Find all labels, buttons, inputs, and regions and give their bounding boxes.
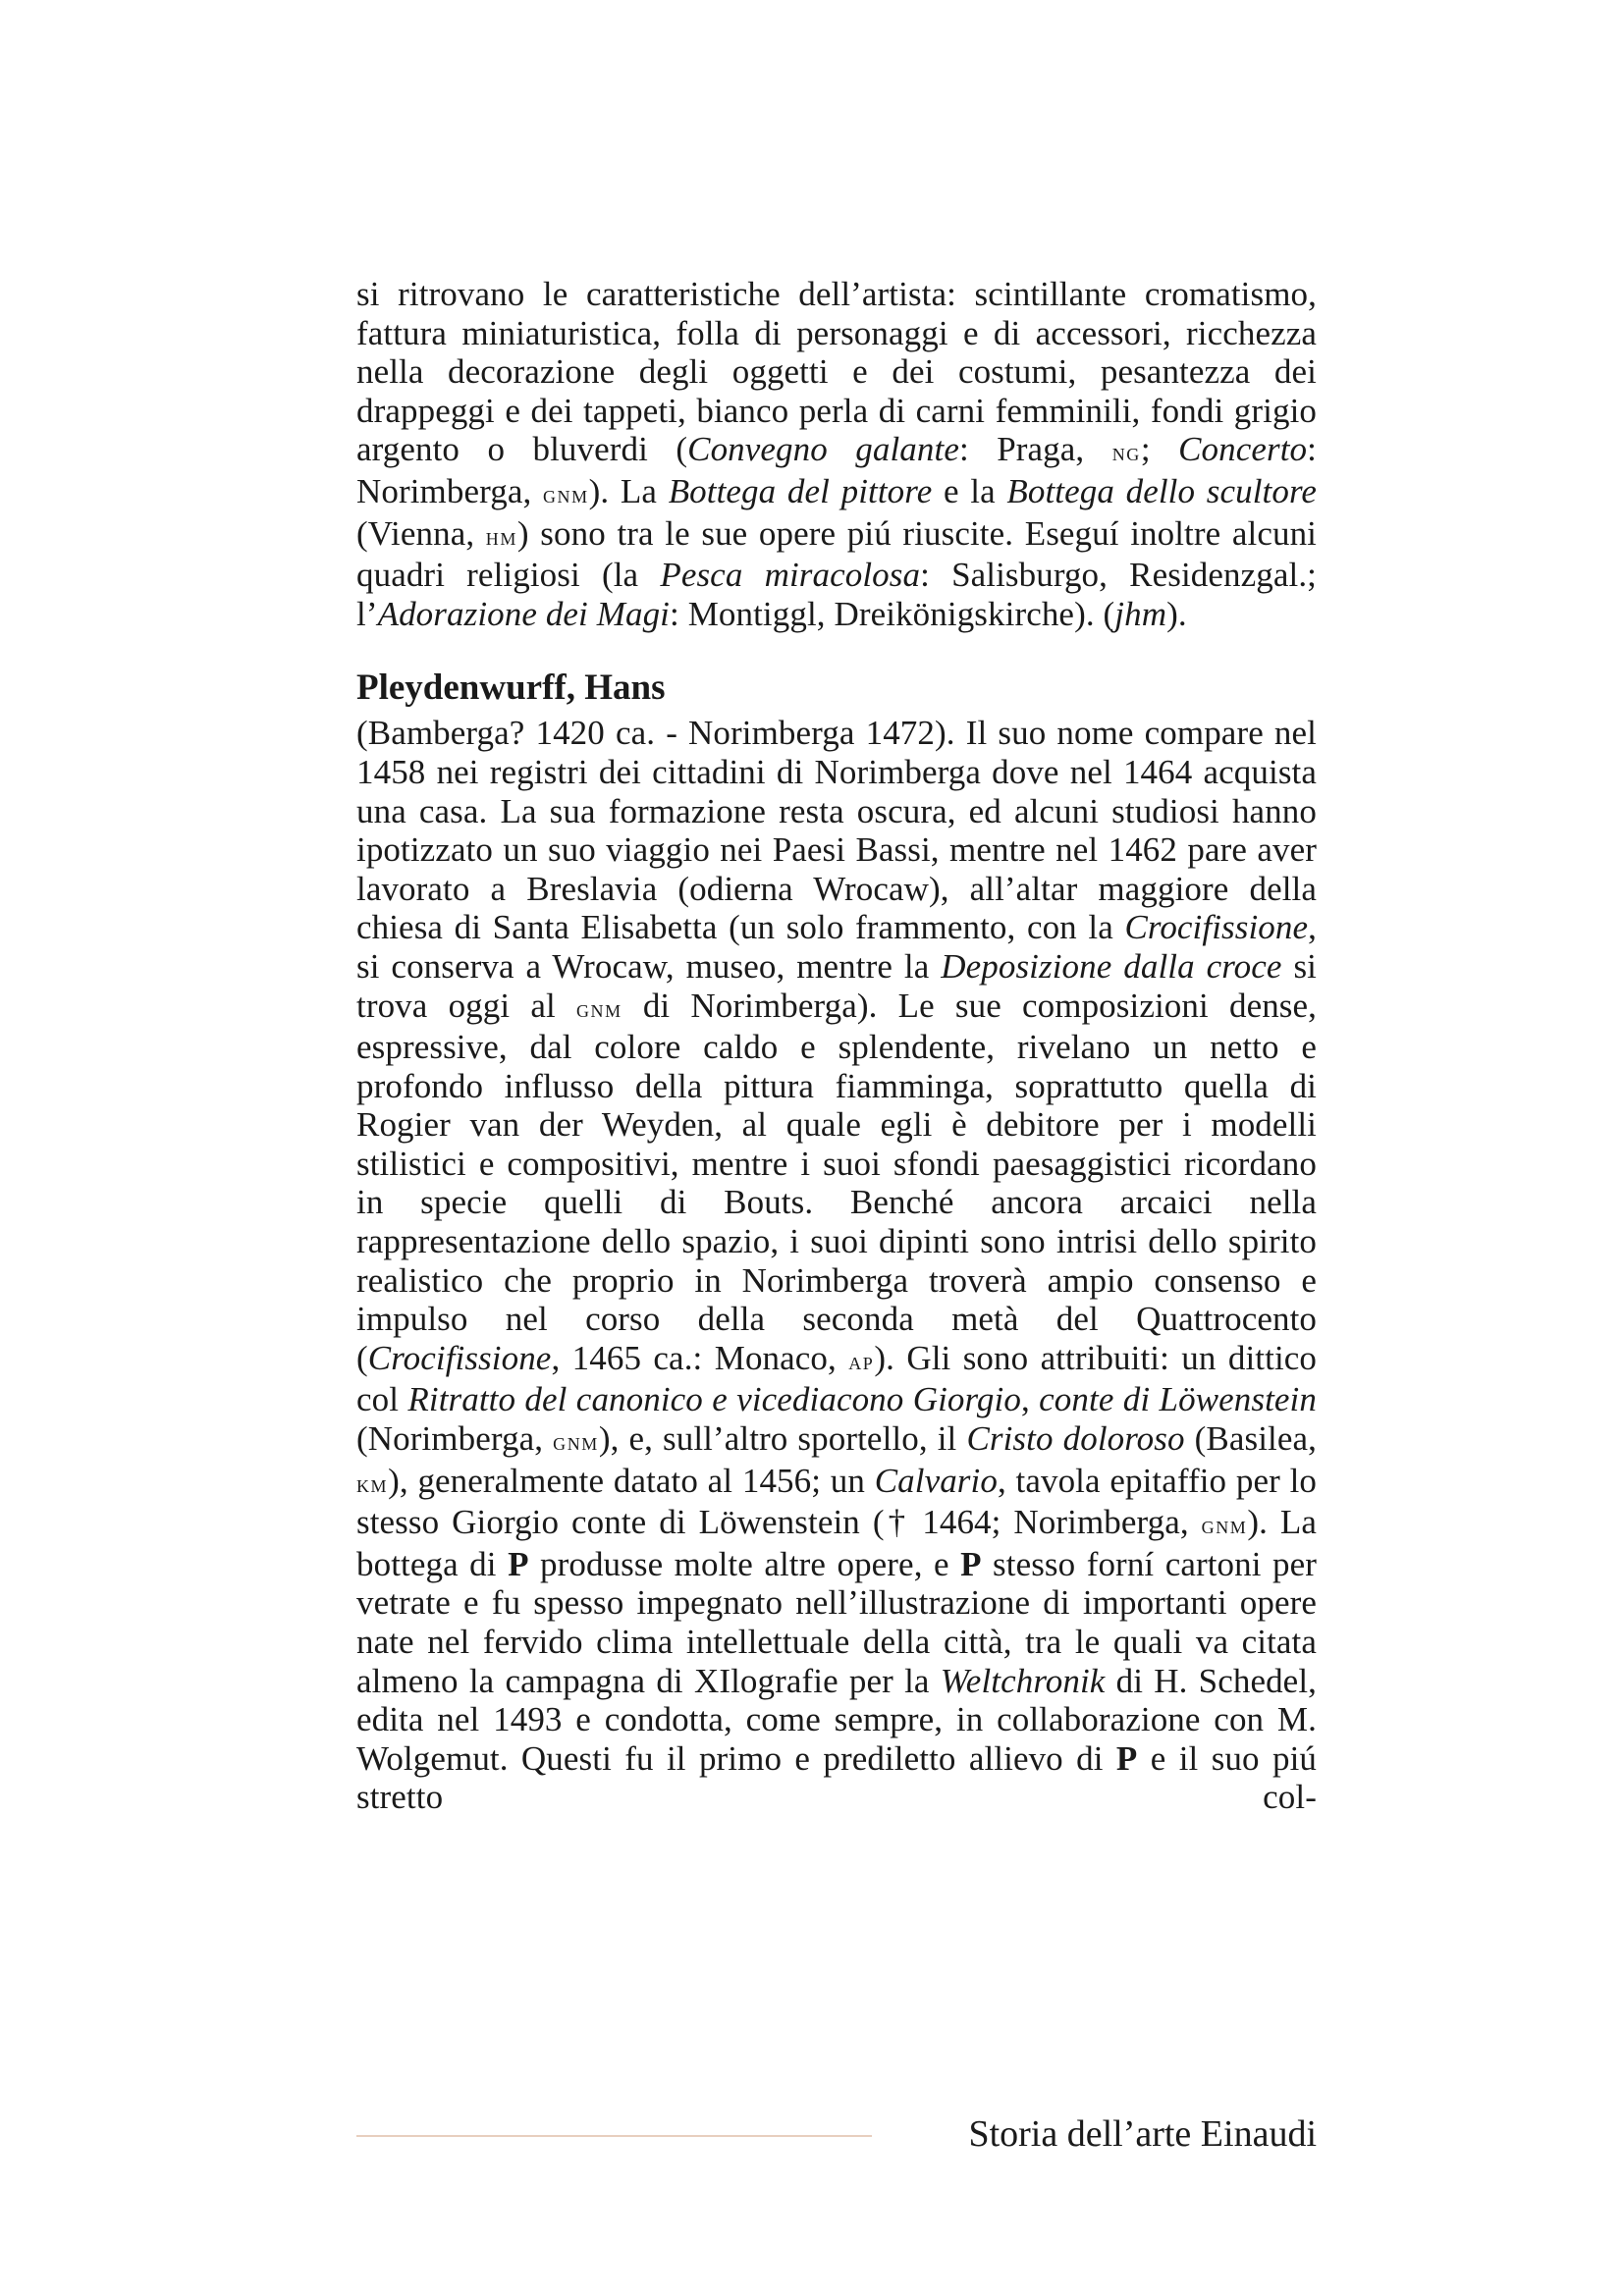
text-run: di Norimberga). Le sue composizioni dense, espressive, dal colore caldo e splendente, rivelano un netto e profondo influsso della pittura fiamminga, soprattutto quella di Rogier van der Weyden, al quale egli è debitore per i modelli stilistici e compositivi, mentre i suoi sfondi paesaggistici ricordano in specie quelli di Bouts. Benché ancora arcaici nella rappresentazione dello spazio, i suoi dipinti sono intrisi dello spirito realistico che proprio in Norimberga troverà ampio consenso e impulso nel corso della seconda metà del Quattrocento ( bbox=[356, 986, 1318, 1377]
artist-initial: P bbox=[1115, 1738, 1138, 1778]
artwork-title: Crocifissione bbox=[1124, 908, 1309, 947]
text-run: ), generalmente datato al 1456; un bbox=[388, 1461, 875, 1500]
text-run: ), e, sull’altro sportello, il bbox=[598, 1419, 967, 1459]
text-column bbox=[356, 275, 1317, 1817]
entry-paragraph bbox=[356, 714, 1317, 1817]
text-run: : Praga, bbox=[958, 430, 1112, 469]
artwork-title: Bottega del pittore bbox=[668, 471, 933, 510]
page-footer bbox=[356, 2110, 1317, 2160]
footer-rule bbox=[356, 2135, 872, 2137]
text-run: di H. Schedel, edita nel 1493 e condotta, come sempre, in collaborazione con M. Wolgemut. Questi fu il primo e prediletto allievo di bbox=[356, 1661, 1317, 1778]
text-run: : Norimberga, bbox=[356, 430, 1317, 510]
text-run: , 1465 ca.: Monaco, bbox=[551, 1338, 849, 1377]
artwork-title: Pesca miracolosa bbox=[660, 556, 921, 595]
text-run: si trova oggi al bbox=[356, 946, 1317, 1025]
museum-abbreviation: ap bbox=[848, 1346, 875, 1375]
artwork-title: Ritratto del canonico e vicediacono Giorgio bbox=[407, 1380, 1021, 1419]
intro-paragraph bbox=[356, 275, 1317, 633]
text-run: stesso forní cartoni per vetrate e fu spesso impegnato nell’illustrazione di importanti opere nate nel fervido clima intellettuale della città, tra le quali va citata almeno la campagna di XIlografie per la bbox=[356, 1544, 1318, 1700]
footer-publication-title: Storia dell’arte Einaudi bbox=[968, 2113, 1317, 2155]
artwork-title: Weltchronik bbox=[940, 1661, 1106, 1700]
museum-abbreviation: km bbox=[356, 1468, 389, 1498]
text-run: (Norimberga, bbox=[356, 1419, 554, 1459]
text-run: ). La bottega di bbox=[356, 1503, 1317, 1583]
text-run: : Salisburgo, Residenzgal.; l’ bbox=[356, 556, 1318, 633]
author-initials: jhm bbox=[1114, 594, 1167, 633]
text-run: ). bbox=[1166, 594, 1187, 633]
entry-heading: Pleydenwurff, Hans bbox=[356, 667, 666, 709]
text-run: : Montiggl, Dreikönigskirche). ( bbox=[670, 594, 1115, 633]
text-run: ). Gli sono attribuiti: un dittico col bbox=[356, 1338, 1318, 1419]
text-run: ) sono tra le sue opere piú riuscite. Eseguí inoltre alcuni quadri religiosi (la bbox=[356, 513, 1317, 595]
text-run: e la bbox=[932, 471, 1007, 510]
artwork-title: Calvario bbox=[874, 1461, 998, 1500]
museum-abbreviation: ng bbox=[1111, 438, 1141, 467]
text-run: si ritrovano le caratteristiche dell’artista: scintillante cromatismo, fattura miniaturistica, folla di personaggi e di accessori, ricchezza nella decorazione degli oggetti e dei costumi, pesantezza dei drappeggi e dei tappeti, bianco perla di carni femminili, fondi grigio argento o bluverdi ( bbox=[356, 275, 1317, 469]
text-run: produsse molte altre opere, e bbox=[528, 1544, 961, 1583]
artist-initial: P bbox=[508, 1544, 529, 1583]
artwork-title: Crocifissione bbox=[367, 1338, 552, 1377]
museum-abbreviation: gnm bbox=[575, 993, 622, 1023]
artist-initial: P bbox=[960, 1544, 982, 1583]
artwork-title: Cristo doloroso bbox=[966, 1419, 1185, 1459]
museum-abbreviation: gnm bbox=[542, 479, 589, 508]
text-run: , tavola epitaffio per lo stesso Giorgio conte di Löwenstein († 1464; Norimberga, bbox=[356, 1461, 1317, 1542]
museum-abbreviation: gnm bbox=[553, 1427, 599, 1457]
text-run: , bbox=[1020, 1380, 1040, 1419]
artwork-title: Bottega dello scultore bbox=[1006, 471, 1317, 510]
artwork-title: Convegno galante bbox=[687, 430, 959, 469]
text-run: e il suo piú stretto col- bbox=[356, 1738, 1317, 1817]
artwork-title: Deposizione dalla croce bbox=[941, 946, 1282, 986]
museum-abbreviation: hm bbox=[485, 521, 517, 551]
text-run: ; bbox=[1140, 430, 1179, 469]
text-run: (Basilea, bbox=[1184, 1419, 1317, 1459]
artwork-title: Concerto bbox=[1178, 430, 1308, 469]
artwork-title: Adorazione dei Magi bbox=[377, 594, 671, 633]
text-run: , si conserva a Wrocaw, museo, mentre la bbox=[356, 908, 1317, 986]
artwork-title: conte di Löwenstein bbox=[1039, 1380, 1317, 1419]
text-run: (Bamberga? 1420 ca. - Norimberga 1472). Il suo nome compare nel 1458 nei registri dei cittadini di Norimberga dove nel 1464 acquista una casa. La sua formazione resta oscura, ed alcuni studiosi hanno ipotizzato un suo viaggio nei Paesi Bassi, mentre nel 1462 pare aver lavorato a Breslavia (odierna Wrocaw), all’altar maggiore della chiesa di Santa Elisabetta (un solo frammento, con la bbox=[356, 714, 1317, 947]
museum-abbreviation: gnm bbox=[1201, 1511, 1248, 1540]
text-run: (Vienna, bbox=[356, 513, 486, 553]
text-run: ). La bbox=[588, 471, 669, 510]
